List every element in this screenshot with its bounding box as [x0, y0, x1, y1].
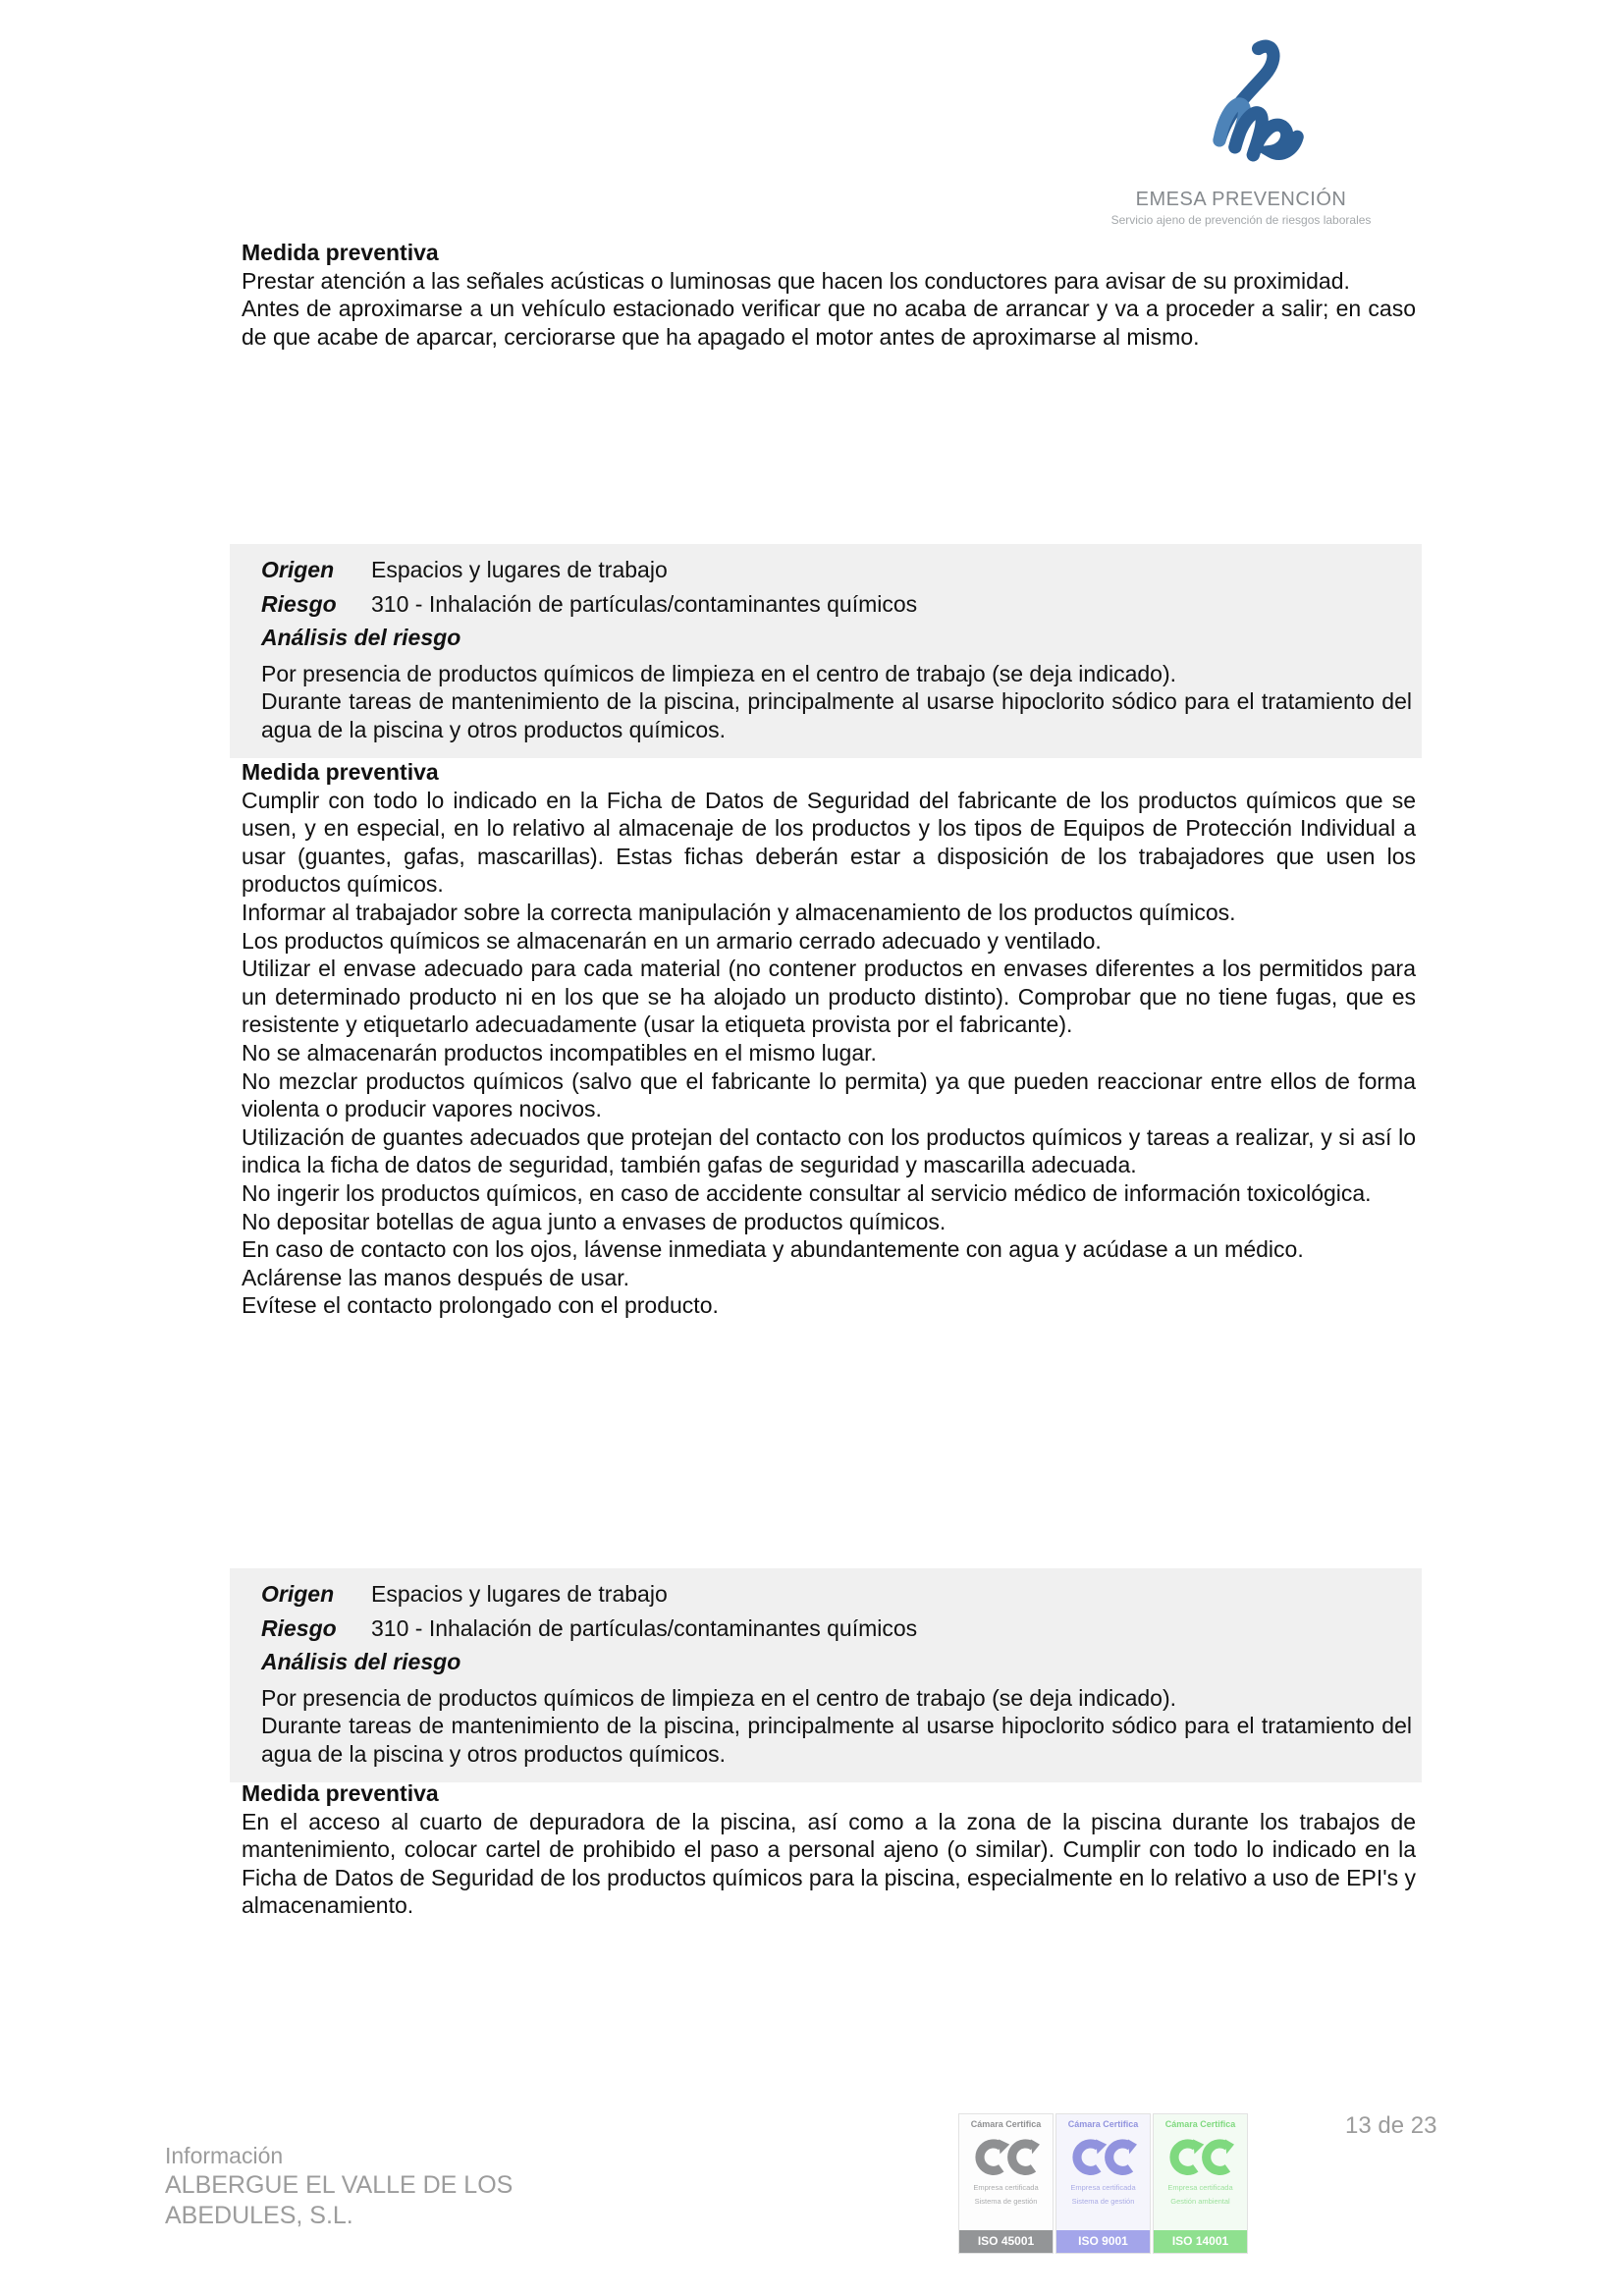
badge-iso-label: ISO 9001 — [1056, 2230, 1150, 2253]
brand-tagline: Servicio ajeno de prevención de riesgos laborales — [1110, 213, 1372, 227]
riesgo-row — [261, 590, 1412, 619]
medida-paragraph: No mezclar productos químicos (salvo que el fabricante lo permita) ya que pueden reaccionar entre ellos de forma violenta o producir vapores nocivos. — [242, 1067, 1416, 1122]
riesgo-label: Riesgo — [261, 590, 337, 617]
cc-arrows-icon — [973, 2135, 1040, 2178]
analisis-paragraph: Durante tareas de mantenimiento de la piscina, principalmente al usarse hipoclorito sódico para el tratamiento del agua de la piscina y otros productos químicos. — [261, 1713, 1412, 1767]
badge-subtitle: Gestión ambiental — [1170, 2197, 1230, 2206]
badge-subtitle: Empresa certificada — [1070, 2183, 1136, 2192]
badge-title: Cámara Certifica — [1067, 2119, 1139, 2129]
cert-badge-iso-14001 — [1153, 2113, 1248, 2254]
badge-title: Cámara Certifica — [970, 2119, 1042, 2129]
analisis-paragraph: Por presencia de productos químicos de limpieza en el centro de trabajo (se deja indicado). — [261, 1684, 1177, 1711]
medida-paragraph: Prestar atención a las señales acústicas o luminosas que hacen los conductores para avisar de su proximidad. — [242, 267, 1350, 294]
origen-row — [261, 1580, 1412, 1609]
medida-paragraph: Cumplir con todo lo indicado en la Ficha de Datos de Seguridad del fabricante de los productos químicos que se usen, y en especial, en lo relativo al almacenaje de los productos y los tipos de Equipos de Protección Individual a usar (guantes, gafas, mascarillas). Estas fichas deberán estar a disposición de los trabajadores que usen los productos químicos. — [242, 787, 1416, 898]
origen-value: Espacios y lugares de trabajo — [371, 1581, 668, 1607]
analisis-paragraph: Durante tareas de mantenimiento de la piscina, principalmente al usarse hipoclorito sódico para el tratamiento del agua de la piscina y otros productos químicos. — [261, 688, 1412, 742]
medida-heading: Medida preventiva — [242, 759, 439, 785]
medida-paragraph: Utilización de guantes adecuados que protejan del contacto con los productos químicos y tareas a realizar, y si así lo indica la ficha de datos de seguridad, también gafas de seguridad y mascarilla adecuada. — [242, 1123, 1416, 1178]
riesgo-row — [261, 1614, 1412, 1643]
badge-iso-label: ISO 45001 — [959, 2230, 1053, 2253]
badge-subtitle: Empresa certificada — [1167, 2183, 1233, 2192]
header-logo-block — [1098, 29, 1384, 227]
medida-section-2 — [242, 758, 1416, 1320]
cc-arrows-icon — [1070, 2135, 1137, 2178]
cert-badge-iso-9001 — [1055, 2113, 1151, 2254]
risk-box-2 — [230, 1568, 1422, 1782]
medida-paragraph: No se almacenarán productos incompatibles en el mismo lugar. — [242, 1039, 877, 1066]
emesa-logo-icon — [1176, 35, 1306, 185]
medida-paragraph: Aclárense las manos después de usar. — [242, 1264, 630, 1290]
medida-paragraph: No ingerir los productos químicos, en caso de accidente consultar al servicio médico de información toxicológica. — [242, 1179, 1372, 1206]
origen-label: Origen — [261, 1581, 335, 1607]
medida-paragraph: En caso de contacto con los ojos, lávense inmediata y abundantemente con agua y acúdase a un médico. — [242, 1236, 1304, 1263]
brand-name: EMESA PREVENCIÓN — [1135, 189, 1347, 210]
medida-paragraph: Antes de aproximarse a un vehículo estacionado verificar que no acaba de arrancar y va a proceder a salir; en caso de que acabe de aparcar, cerciorarse que ha apagado el motor antes de aproximarse al mismo. — [242, 296, 1416, 350]
footer-info-label: Información — [165, 2143, 284, 2168]
medida-paragraph: No depositar botellas de agua junto a envases de productos químicos. — [242, 1208, 947, 1234]
page-number: 13 de 23 — [1345, 2112, 1437, 2139]
origen-label: Origen — [261, 557, 335, 582]
medida-heading: Medida preventiva — [242, 240, 439, 265]
origen-value: Espacios y lugares de trabajo — [371, 557, 668, 582]
footer-company-line1: ALBERGUE EL VALLE DE LOS — [165, 2171, 514, 2199]
analisis-paragraph: Por presencia de productos químicos de limpieza en el centro de trabajo (se deja indicado). — [261, 660, 1177, 686]
riesgo-label: Riesgo — [261, 1614, 337, 1641]
medida-section-3 — [242, 1779, 1416, 1920]
cert-badge-iso-45001 — [958, 2113, 1054, 2254]
badge-subtitle: Empresa certificada — [973, 2183, 1039, 2192]
badge-title: Cámara Certifica — [1164, 2119, 1236, 2129]
medida-paragraph: Informar al trabajador sobre la correcta manipulación y almacenamiento de los productos químicos. — [242, 899, 1236, 925]
riesgo-value: 310 - Inhalación de partículas/contaminantes químicos — [371, 590, 918, 617]
origen-row — [261, 556, 1412, 584]
medida-section-1 — [242, 239, 1416, 351]
risk-box-1 — [230, 544, 1422, 758]
certification-badges — [958, 2113, 1248, 2254]
badge-subtitle: Sistema de gestión — [974, 2197, 1038, 2206]
footer-company-block — [165, 2141, 513, 2231]
medida-paragraph: Utilizar el envase adecuado para cada material (no contener productos en envases diferentes a los permitidos para un determinado producto ni en los que se ha alojado un producto distinto). Comprobar que no tiene fugas, que es resistente y etiquetarlo adecuadamente (usar la etiqueta provista por el fabricante). — [242, 956, 1416, 1038]
analisis-heading: Análisis del riesgo — [261, 625, 461, 651]
badge-subtitle: Sistema de gestión — [1071, 2197, 1135, 2206]
medida-heading: Medida preventiva — [242, 1780, 439, 1806]
medida-paragraph: Los productos químicos se almacenarán en un armario cerrado adecuado y ventilado. — [242, 927, 1102, 954]
badge-iso-label: ISO 14001 — [1154, 2230, 1247, 2253]
cc-arrows-icon — [1167, 2135, 1234, 2178]
riesgo-value: 310 - Inhalación de partículas/contaminantes químicos — [371, 1614, 918, 1641]
analisis-heading: Análisis del riesgo — [261, 1649, 461, 1675]
medida-paragraph: En el acceso al cuarto de depuradora de la piscina, así como a la zona de la piscina durante los trabajos de mantenimiento, colocar cartel de prohibido el paso a personal ajeno (o similar). Cumplir con todo lo indicado en la Ficha de Datos de Seguridad de los productos químicos para la piscina, especialmente en lo relativo a uso de EPI's y almacenamiento. — [242, 1808, 1416, 1919]
medida-paragraph: Evítese el contacto prolongado con el producto. — [242, 1292, 719, 1319]
footer-company-line2: ABEDULES, S.L. — [165, 2202, 353, 2229]
